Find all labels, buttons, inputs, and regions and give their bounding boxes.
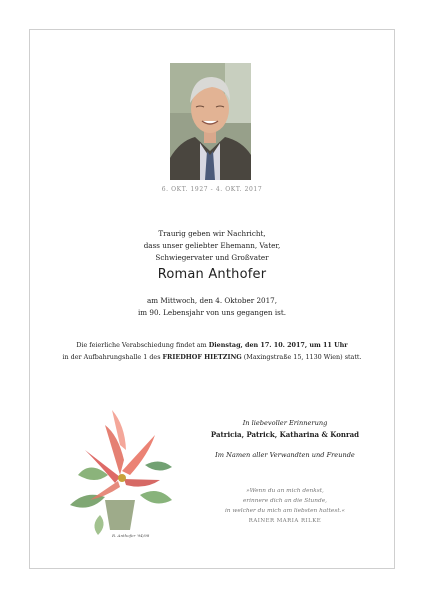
service-text: Die feierliche Verabschiedung findet am: [76, 341, 209, 349]
death-line: im 90. Lebensjahr von uns gegangen ist.: [137, 308, 286, 317]
announcement-line: dass unser geliebter Ehemann, Vater,: [143, 241, 281, 250]
service-details: [0, 339, 424, 363]
service-date: Dienstag, den 17. 10. 2017, um 11 Uhr: [208, 341, 348, 349]
memorial-block: [195, 418, 375, 461]
artist-signature: R. Anthofer '94/98: [112, 533, 150, 538]
flower-watercolor: [60, 405, 180, 545]
family-names: Patricia, Patrick, Katharina & Konrad: [210, 430, 360, 439]
portrait-photo: [170, 63, 251, 180]
service-line-1: [0, 339, 424, 351]
service-text: in der Aufbahrungshalle 1 des: [62, 353, 163, 361]
service-line-2: [0, 351, 424, 363]
life-dates: 6. OKT. 1927 - 4. OKT. 2017: [161, 186, 263, 193]
announcement-text: [0, 228, 424, 264]
quote-line: in welcher du mich am liebsten hattest.«: [224, 508, 346, 514]
cemetery-name: FRIEDHOF HIETZING: [162, 353, 242, 361]
announcement-line: Traurig geben wir Nachricht,: [158, 229, 266, 238]
memory-others: Im Namen aller Verwandten und Freunde: [215, 451, 355, 459]
rilke-quote: [195, 486, 375, 516]
announcement-line: Schwiegervater und Großvater: [155, 253, 269, 262]
memory-intro: In liebevoller Erinnerung: [242, 419, 328, 427]
quote-author: RAINER MARIA RILKE: [248, 518, 322, 524]
deceased-name: Roman Anthofer: [157, 267, 267, 282]
service-address: (Maxingstraße 15, 1130 Wien) statt.: [241, 353, 362, 361]
death-line: am Mittwoch, den 4. Oktober 2017,: [146, 296, 278, 305]
death-notice: [0, 295, 424, 319]
quote-line: erinnere dich an die Stunde,: [242, 498, 327, 504]
quote-line: »Wenn du an mich denkst,: [246, 488, 324, 494]
